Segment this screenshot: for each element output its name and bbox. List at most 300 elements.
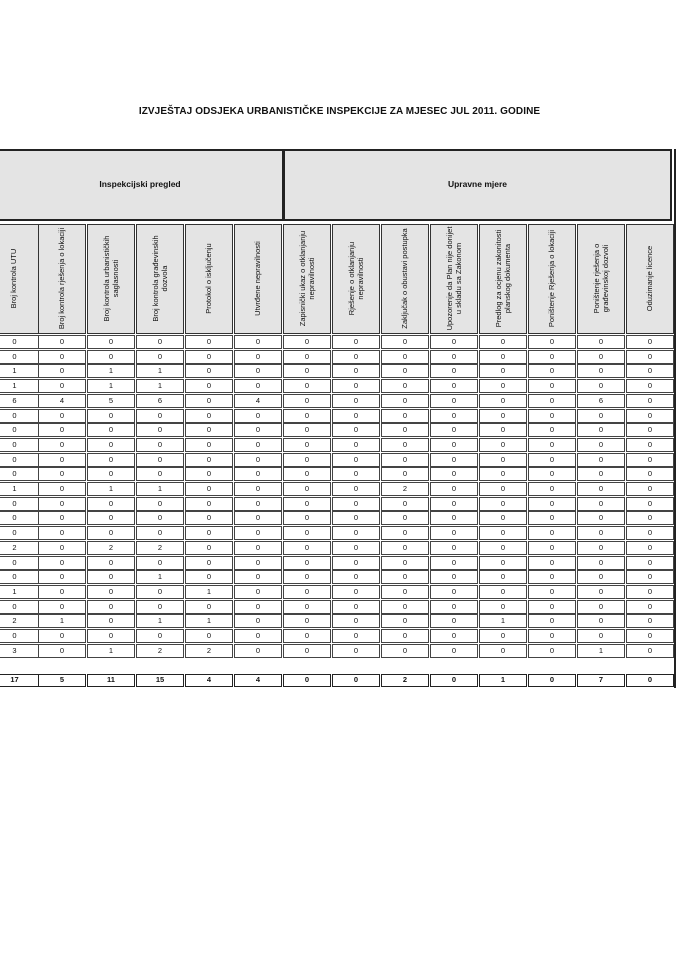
table-cell: 0 bbox=[430, 423, 478, 437]
table-cell: 0 bbox=[283, 335, 331, 349]
table-cell: 0 bbox=[136, 600, 184, 614]
table-cell: 0 bbox=[185, 364, 233, 378]
table-cell: 1 bbox=[0, 482, 39, 496]
group-label: Upravne mjere bbox=[447, 179, 508, 189]
table-cell: 0 bbox=[185, 526, 233, 540]
table-cell: 0 bbox=[430, 600, 478, 614]
column-header bbox=[38, 224, 86, 334]
table-cell: 2 bbox=[185, 644, 233, 658]
column-header bbox=[283, 224, 331, 334]
table-cell: 0 bbox=[528, 335, 576, 349]
table-cell: 0 bbox=[528, 379, 576, 393]
table-cell: 0 bbox=[234, 409, 282, 423]
table-cell: 0 bbox=[185, 541, 233, 555]
table-cell: 0 bbox=[0, 629, 39, 643]
table-cell: 0 bbox=[332, 335, 380, 349]
table-cell: 0 bbox=[185, 497, 233, 511]
table-cell: 0 bbox=[577, 497, 625, 511]
table-cell: 0 bbox=[87, 467, 135, 481]
column-header bbox=[479, 224, 527, 334]
table-cell: 0 bbox=[283, 570, 331, 584]
table-cell: 1 bbox=[136, 482, 184, 496]
table-cell: 0 bbox=[332, 556, 380, 570]
table-cell: 0 bbox=[479, 497, 527, 511]
total-cell: 0 bbox=[430, 674, 478, 687]
table-cell: 0 bbox=[577, 482, 625, 496]
table-cell: 0 bbox=[479, 644, 527, 658]
table-cell: 0 bbox=[38, 364, 86, 378]
column-header bbox=[430, 224, 478, 334]
table-cell: 0 bbox=[38, 644, 86, 658]
table-cell: 0 bbox=[528, 585, 576, 599]
table-cell: 1 bbox=[136, 364, 184, 378]
table-cell: 0 bbox=[332, 364, 380, 378]
table-cell: 0 bbox=[0, 511, 39, 525]
total-cell: 0 bbox=[283, 674, 331, 687]
column-header-label: Poništenje Rješenja o lokaciji bbox=[547, 229, 556, 328]
total-cell: 4 bbox=[185, 674, 233, 687]
table-cell: 0 bbox=[283, 482, 331, 496]
table-cell: 0 bbox=[283, 379, 331, 393]
table-cell: 0 bbox=[332, 409, 380, 423]
table-cell: 0 bbox=[234, 570, 282, 584]
table-cell: 1 bbox=[0, 379, 39, 393]
table-cell: 0 bbox=[479, 438, 527, 452]
table-cell: 0 bbox=[332, 644, 380, 658]
table-cell: 0 bbox=[283, 423, 331, 437]
total-cell: 0 bbox=[528, 674, 576, 687]
table-cell: 0 bbox=[479, 467, 527, 481]
table-cell: 0 bbox=[185, 453, 233, 467]
table-cell: 0 bbox=[0, 600, 39, 614]
table-cell: 0 bbox=[234, 379, 282, 393]
column-header bbox=[381, 224, 429, 334]
table-cell: 2 bbox=[381, 482, 429, 496]
table-cell: 0 bbox=[38, 541, 86, 555]
table-cell: 0 bbox=[332, 541, 380, 555]
table-cell: 0 bbox=[87, 453, 135, 467]
table-cell: 0 bbox=[87, 600, 135, 614]
table-cell: 0 bbox=[283, 364, 331, 378]
table-cell: 0 bbox=[136, 335, 184, 349]
table-cell: 0 bbox=[332, 526, 380, 540]
column-header-label: Broj kontrola građevinskih dozvola bbox=[150, 235, 169, 322]
table-cell: 0 bbox=[577, 600, 625, 614]
table-cell: 5 bbox=[87, 394, 135, 408]
table-cell: 0 bbox=[38, 570, 86, 584]
table-cell: 0 bbox=[87, 350, 135, 364]
column-header-label: Utvrđene nepravilnosti bbox=[253, 241, 262, 316]
table-cell: 0 bbox=[332, 482, 380, 496]
table-cell: 0 bbox=[528, 644, 576, 658]
table-cell: 0 bbox=[283, 409, 331, 423]
column-header-label: Rješenje o otklanjanju nepravilnosti bbox=[346, 241, 365, 316]
table-cell: 0 bbox=[38, 629, 86, 643]
column-header bbox=[332, 224, 380, 334]
table-cell: 0 bbox=[234, 423, 282, 437]
table-cell: 4 bbox=[234, 394, 282, 408]
table-cell: 1 bbox=[38, 614, 86, 628]
table-cell: 0 bbox=[577, 350, 625, 364]
table-cell: 0 bbox=[381, 541, 429, 555]
table-cell: 0 bbox=[332, 394, 380, 408]
table-cell: 0 bbox=[0, 350, 39, 364]
table-cell: 1 bbox=[87, 379, 135, 393]
column-header bbox=[0, 224, 39, 334]
table-cell: 0 bbox=[136, 629, 184, 643]
total-cell: 17 bbox=[0, 674, 39, 687]
table-cell: 0 bbox=[234, 614, 282, 628]
table-cell: 0 bbox=[87, 438, 135, 452]
table-cell: 0 bbox=[430, 409, 478, 423]
group-header-inspection bbox=[0, 149, 284, 221]
table-cell: 0 bbox=[332, 600, 380, 614]
table-cell: 0 bbox=[381, 379, 429, 393]
table-cell: 1 bbox=[185, 585, 233, 599]
table-cell: 0 bbox=[136, 585, 184, 599]
table-cell: 0 bbox=[283, 629, 331, 643]
table-cell: 0 bbox=[626, 453, 674, 467]
table-cell: 0 bbox=[136, 423, 184, 437]
column-header-label: Broj kontrola rješenja o lokaciji bbox=[57, 227, 66, 330]
table-cell: 0 bbox=[234, 556, 282, 570]
table-cell: 0 bbox=[626, 556, 674, 570]
table-cell: 0 bbox=[283, 644, 331, 658]
table-cell: 0 bbox=[577, 556, 625, 570]
table-cell: 0 bbox=[430, 467, 478, 481]
table-cell: 0 bbox=[234, 364, 282, 378]
table-cell: 0 bbox=[87, 629, 135, 643]
table-cell: 0 bbox=[38, 600, 86, 614]
table-cell: 0 bbox=[479, 556, 527, 570]
column-header-label: Poništenje rješenja o građevinskoj dozvoli bbox=[591, 243, 610, 314]
table-cell: 0 bbox=[430, 379, 478, 393]
table-cell: 0 bbox=[479, 570, 527, 584]
table-cell: 0 bbox=[577, 364, 625, 378]
table-cell: 1 bbox=[136, 379, 184, 393]
table-cell: 0 bbox=[87, 585, 135, 599]
table-cell: 0 bbox=[87, 614, 135, 628]
table-cell: 0 bbox=[430, 570, 478, 584]
table-cell: 0 bbox=[0, 453, 39, 467]
table-cell: 0 bbox=[381, 644, 429, 658]
table-cell: 0 bbox=[283, 438, 331, 452]
table-cell: 1 bbox=[185, 614, 233, 628]
table-cell: 0 bbox=[87, 335, 135, 349]
total-cell: 2 bbox=[381, 674, 429, 687]
table-cell: 0 bbox=[332, 423, 380, 437]
table-cell: 0 bbox=[528, 556, 576, 570]
table-cell: 0 bbox=[283, 511, 331, 525]
table-cell: 0 bbox=[234, 511, 282, 525]
table-cell: 0 bbox=[479, 409, 527, 423]
table-cell: 0 bbox=[234, 526, 282, 540]
table-cell: 0 bbox=[577, 585, 625, 599]
table-cell: 0 bbox=[381, 467, 429, 481]
table-cell: 0 bbox=[38, 409, 86, 423]
total-cell: 0 bbox=[332, 674, 380, 687]
table-cell: 0 bbox=[430, 614, 478, 628]
table-cell: 0 bbox=[381, 526, 429, 540]
table-cell: 0 bbox=[577, 526, 625, 540]
column-header-label: Oduzimanje licence bbox=[645, 245, 654, 312]
table-cell: 0 bbox=[528, 350, 576, 364]
total-cell: 7 bbox=[577, 674, 625, 687]
column-header bbox=[234, 224, 282, 334]
table-cell: 0 bbox=[528, 541, 576, 555]
column-header bbox=[577, 224, 625, 334]
table-cell: 0 bbox=[136, 556, 184, 570]
table-cell: 0 bbox=[332, 570, 380, 584]
table-cell: 0 bbox=[185, 629, 233, 643]
column-header bbox=[626, 224, 674, 334]
table-cell: 0 bbox=[332, 467, 380, 481]
table-cell: 2 bbox=[87, 541, 135, 555]
table-cell: 0 bbox=[234, 438, 282, 452]
table-cell: 0 bbox=[283, 541, 331, 555]
table-cell: 0 bbox=[430, 438, 478, 452]
table-cell: 0 bbox=[234, 467, 282, 481]
table-cell: 0 bbox=[528, 453, 576, 467]
table-cell: 0 bbox=[626, 394, 674, 408]
table-cell: 0 bbox=[381, 556, 429, 570]
table-cell: 0 bbox=[332, 453, 380, 467]
column-header-label: Broj kontrola UTU bbox=[9, 248, 18, 309]
table-cell: 0 bbox=[283, 497, 331, 511]
table-cell: 0 bbox=[577, 423, 625, 437]
cropped-column-edge bbox=[674, 149, 679, 688]
table-cell: 0 bbox=[283, 350, 331, 364]
table-cell: 0 bbox=[626, 482, 674, 496]
table-cell: 0 bbox=[577, 614, 625, 628]
table-cell: 0 bbox=[283, 614, 331, 628]
table-cell: 6 bbox=[0, 394, 39, 408]
table-cell: 0 bbox=[430, 394, 478, 408]
table-cell: 0 bbox=[430, 497, 478, 511]
table-cell: 0 bbox=[430, 350, 478, 364]
table-cell: 0 bbox=[479, 453, 527, 467]
table-cell: 0 bbox=[38, 526, 86, 540]
table-cell: 0 bbox=[38, 335, 86, 349]
table-cell: 0 bbox=[381, 600, 429, 614]
table-cell: 0 bbox=[0, 467, 39, 481]
table-cell: 0 bbox=[185, 438, 233, 452]
table-cell: 0 bbox=[626, 570, 674, 584]
table-cell: 0 bbox=[381, 497, 429, 511]
table-cell: 0 bbox=[185, 511, 233, 525]
table-cell: 0 bbox=[38, 497, 86, 511]
table-cell: 0 bbox=[332, 379, 380, 393]
table-cell: 0 bbox=[185, 335, 233, 349]
table-cell: 0 bbox=[185, 570, 233, 584]
table-cell: 0 bbox=[234, 482, 282, 496]
table-cell: 0 bbox=[136, 438, 184, 452]
table-cell: 0 bbox=[381, 629, 429, 643]
table-cell: 0 bbox=[381, 409, 429, 423]
table-cell: 0 bbox=[136, 511, 184, 525]
table-cell: 0 bbox=[234, 541, 282, 555]
table-cell: 0 bbox=[38, 585, 86, 599]
table-cell: 0 bbox=[381, 570, 429, 584]
table-cell: 0 bbox=[283, 556, 331, 570]
table-cell: 0 bbox=[626, 497, 674, 511]
column-header bbox=[87, 224, 135, 334]
table-cell: 0 bbox=[38, 453, 86, 467]
table-cell: 0 bbox=[234, 453, 282, 467]
table-cell: 0 bbox=[185, 482, 233, 496]
table-cell: 2 bbox=[136, 644, 184, 658]
table-cell: 0 bbox=[430, 335, 478, 349]
table-cell: 0 bbox=[381, 438, 429, 452]
table-cell: 0 bbox=[0, 409, 39, 423]
table-cell: 1 bbox=[0, 364, 39, 378]
table-cell: 0 bbox=[185, 556, 233, 570]
table-cell: 0 bbox=[381, 350, 429, 364]
table-cell: 0 bbox=[479, 541, 527, 555]
column-header-label: Predlog za ocjenu zakonitosti planskog dokumenta bbox=[493, 229, 512, 328]
table-cell: 0 bbox=[332, 438, 380, 452]
table-cell: 0 bbox=[430, 644, 478, 658]
table-cell: 0 bbox=[38, 438, 86, 452]
table-cell: 0 bbox=[626, 526, 674, 540]
table-cell: 0 bbox=[577, 453, 625, 467]
table-cell: 0 bbox=[381, 614, 429, 628]
table-cell: 0 bbox=[626, 541, 674, 555]
table-cell: 0 bbox=[479, 423, 527, 437]
table-cell: 0 bbox=[528, 570, 576, 584]
table-cell: 0 bbox=[577, 511, 625, 525]
table-cell: 0 bbox=[38, 482, 86, 496]
table-cell: 1 bbox=[136, 570, 184, 584]
total-cell: 4 bbox=[234, 674, 282, 687]
table-cell: 2 bbox=[136, 541, 184, 555]
column-header bbox=[528, 224, 576, 334]
table-cell: 0 bbox=[381, 423, 429, 437]
table-cell: 0 bbox=[528, 511, 576, 525]
table-cell: 0 bbox=[0, 570, 39, 584]
table-cell: 0 bbox=[0, 423, 39, 437]
table-cell: 0 bbox=[577, 541, 625, 555]
table-cell: 0 bbox=[577, 409, 625, 423]
table-cell: 6 bbox=[577, 394, 625, 408]
table-cell: 0 bbox=[185, 600, 233, 614]
table-cell: 0 bbox=[626, 600, 674, 614]
table-cell: 0 bbox=[479, 482, 527, 496]
table-cell: 0 bbox=[626, 350, 674, 364]
table-cell: 0 bbox=[283, 526, 331, 540]
table-cell: 0 bbox=[283, 585, 331, 599]
table-cell: 0 bbox=[479, 379, 527, 393]
report-title: IZVJEŠTAJ ODSJEKA URBANISTIČKE INSPEKCIJE ZA MJESEC JUL 2011. GODINE bbox=[138, 106, 541, 117]
table-cell: 0 bbox=[430, 482, 478, 496]
table-cell: 3 bbox=[0, 644, 39, 658]
table-cell: 0 bbox=[381, 585, 429, 599]
table-cell: 0 bbox=[479, 350, 527, 364]
table-cell: 0 bbox=[479, 511, 527, 525]
table-cell: 0 bbox=[626, 379, 674, 393]
table-cell: 0 bbox=[332, 497, 380, 511]
table-cell: 1 bbox=[577, 644, 625, 658]
table-cell: 0 bbox=[87, 409, 135, 423]
table-cell: 0 bbox=[528, 497, 576, 511]
table-cell: 0 bbox=[283, 394, 331, 408]
table-cell: 1 bbox=[87, 364, 135, 378]
table-cell: 0 bbox=[430, 364, 478, 378]
table-cell: 0 bbox=[234, 600, 282, 614]
table-cell: 1 bbox=[87, 644, 135, 658]
table-cell: 0 bbox=[38, 556, 86, 570]
table-cell: 0 bbox=[234, 629, 282, 643]
table-cell: 6 bbox=[136, 394, 184, 408]
table-cell: 0 bbox=[528, 394, 576, 408]
table-cell: 0 bbox=[626, 644, 674, 658]
table-cell: 0 bbox=[234, 350, 282, 364]
table-cell: 0 bbox=[528, 600, 576, 614]
table-cell: 0 bbox=[626, 467, 674, 481]
table-cell: 0 bbox=[626, 614, 674, 628]
table-cell: 0 bbox=[381, 394, 429, 408]
table-cell: 0 bbox=[332, 629, 380, 643]
table-cell: 0 bbox=[87, 423, 135, 437]
table-cell: 0 bbox=[577, 570, 625, 584]
table-cell: 0 bbox=[528, 423, 576, 437]
table-cell: 0 bbox=[479, 364, 527, 378]
table-cell: 0 bbox=[185, 467, 233, 481]
column-header bbox=[185, 224, 233, 334]
table-cell: 0 bbox=[87, 556, 135, 570]
table-cell: 0 bbox=[0, 438, 39, 452]
table-cell: 0 bbox=[626, 423, 674, 437]
group-label: Inspekcijski pregled bbox=[99, 179, 181, 189]
table-cell: 0 bbox=[234, 335, 282, 349]
table-cell: 0 bbox=[626, 364, 674, 378]
table-cell: 0 bbox=[528, 438, 576, 452]
table-cell: 0 bbox=[38, 467, 86, 481]
table-cell: 0 bbox=[332, 614, 380, 628]
table-cell: 0 bbox=[430, 541, 478, 555]
table-cell: 0 bbox=[430, 629, 478, 643]
column-header-label: Protokol o isključenju bbox=[204, 243, 213, 314]
table-cell: 0 bbox=[38, 379, 86, 393]
table-cell: 0 bbox=[479, 629, 527, 643]
table-cell: 0 bbox=[185, 409, 233, 423]
table-cell: 0 bbox=[528, 409, 576, 423]
table-cell: 0 bbox=[479, 585, 527, 599]
total-cell: 1 bbox=[479, 674, 527, 687]
table-cell: 0 bbox=[136, 497, 184, 511]
group-header-measures bbox=[283, 149, 672, 221]
table-cell: 1 bbox=[479, 614, 527, 628]
column-header bbox=[136, 224, 184, 334]
table-cell: 0 bbox=[528, 614, 576, 628]
table-cell: 0 bbox=[577, 438, 625, 452]
table-cell: 0 bbox=[626, 511, 674, 525]
table-cell: 0 bbox=[626, 335, 674, 349]
table-cell: 0 bbox=[283, 467, 331, 481]
table-cell: 0 bbox=[528, 467, 576, 481]
total-cell: 11 bbox=[87, 674, 135, 687]
table-cell: 0 bbox=[87, 570, 135, 584]
table-cell: 0 bbox=[381, 511, 429, 525]
table-cell: 0 bbox=[577, 335, 625, 349]
column-header-label: Upozorenje da Plan nije donijet u skladu sa Zakonom bbox=[444, 226, 463, 331]
table-cell: 0 bbox=[577, 379, 625, 393]
table-cell: 0 bbox=[0, 556, 39, 570]
table-cell: 4 bbox=[38, 394, 86, 408]
table-cell: 0 bbox=[136, 526, 184, 540]
table-cell: 0 bbox=[528, 526, 576, 540]
table-cell: 0 bbox=[528, 482, 576, 496]
